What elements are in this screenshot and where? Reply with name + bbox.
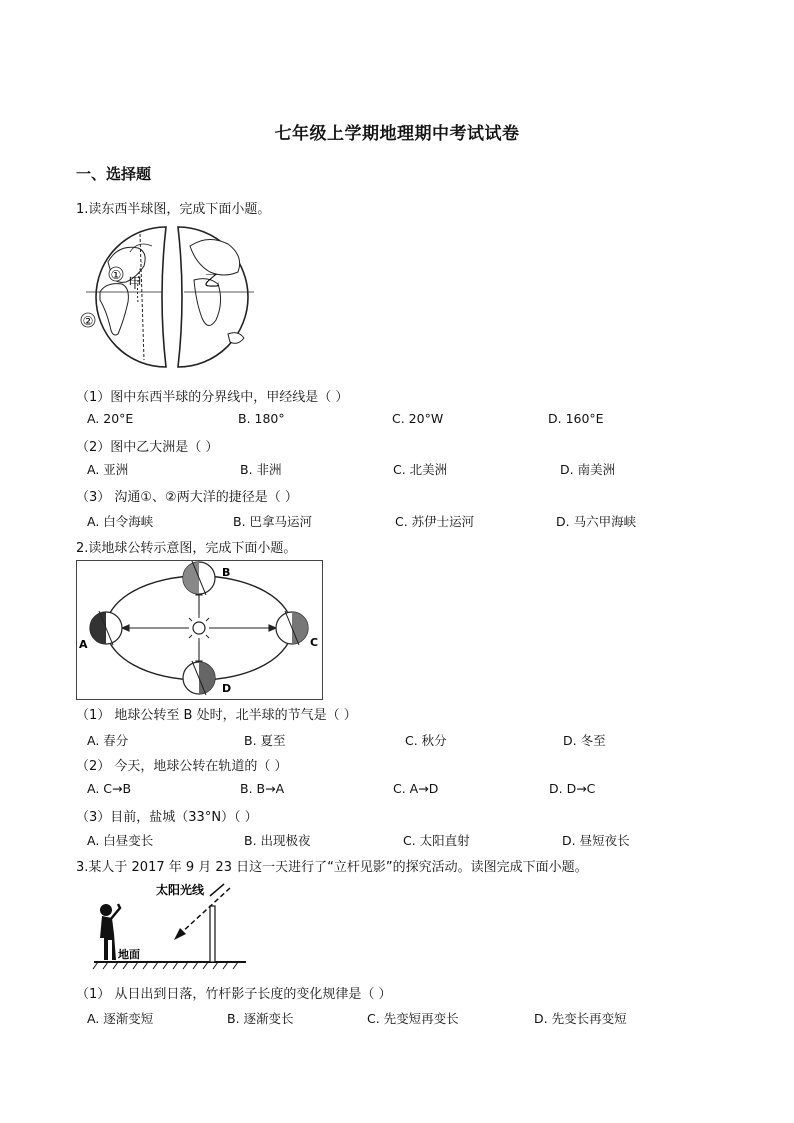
q2-sub1-option-b: B. 夏至 (244, 733, 286, 748)
q3-sub1: （1） 从日出到日落，竹杆影子长度的变化规律是（ ） (76, 987, 392, 1002)
question-2-stem: 2.读地球公转示意图，完成下面小题。 (76, 541, 297, 556)
q3-sub1-option-a: A. 逐渐变短 (87, 1011, 154, 1026)
ocean-2-label: ② (82, 314, 94, 328)
hemispheres-figure (78, 222, 258, 372)
q1-sub3-option-c: C. 苏伊士运河 (395, 514, 475, 529)
q1-sub3-option-b: B. 巴拿马运河 (233, 514, 313, 529)
pole-shadow-figure (90, 878, 250, 970)
ground-label: 地面 (118, 948, 140, 961)
q1-sub1-option-c: C. 20°W (392, 411, 444, 426)
ground-hatching (93, 962, 238, 969)
q2-sub3: （3）目前，盐城（33°N）（ ） (76, 810, 258, 825)
q1-sub2-option-c: C. 北美洲 (393, 462, 448, 477)
earth-position-b (183, 561, 215, 595)
q3-sub1-option-d: D. 先变长再变短 (534, 1011, 627, 1026)
position-d-label: D (222, 682, 232, 695)
q1-sub3-option-d: D. 马六甲海峡 (556, 514, 637, 529)
q1-sub3-option-a: A. 白令海峡 (87, 514, 154, 529)
q1-sub1-option-a: A. 20°E (87, 411, 134, 426)
continent-yi-label: 乙 (204, 271, 221, 290)
q2-sub2-option-a: A. C→B (87, 781, 132, 796)
q2-sub1: （1） 地球公转至 B 处时，北半球的节气是（ ） (76, 708, 357, 723)
section-heading: 一、选择题 (76, 165, 152, 183)
earth-orbit-figure (76, 560, 323, 700)
observer-figure (100, 904, 120, 960)
q2-sub2: （2） 今天，地球公转在轨道的（ ） (76, 759, 288, 774)
q2-sub2-option-d: D. D→C (549, 781, 596, 796)
q2-sub3-option-c: C. 太阳直射 (403, 833, 470, 848)
question-3-stem: 3.某人于 2017 年 9 月 23 日这一天进行了“立杆见影”的探究活动。读图完成下面小题。 (76, 860, 588, 875)
q2-sub1-option-d: D. 冬至 (563, 733, 606, 748)
q2-sub3-option-a: A. 白昼变长 (87, 833, 154, 848)
meridian-jia-label: 甲 (128, 276, 142, 292)
q1-sub2-option-a: A. 亚洲 (87, 462, 129, 477)
exam-title: 七年级上学期地理期中考试试卷 (274, 124, 520, 144)
sunlight-label: 太阳光线 (156, 883, 205, 897)
q2-sub2-option-b: B. B→A (240, 781, 285, 796)
ocean-1-label: ① (110, 268, 122, 282)
q1-sub2-option-d: D. 南美洲 (560, 462, 616, 477)
sunlight-arrowhead (174, 928, 186, 940)
earth-position-d (183, 661, 215, 695)
q2-sub1-option-a: A. 春分 (87, 733, 129, 748)
q1-sub3: （3） 沟通①、②两大洋的捷径是（ ） (76, 490, 298, 505)
q3-sub1-option-b: B. 逐渐变长 (227, 1011, 294, 1026)
sun-icon (193, 622, 205, 634)
q2-sub2-option-c: C. A→D (393, 781, 439, 796)
q3-sub1-option-c: C. 先变短再变长 (367, 1011, 459, 1026)
q1-sub1-option-b: B. 180° (238, 411, 285, 426)
earth-position-a (90, 611, 122, 645)
q2-sub3-option-b: B. 出现极夜 (244, 833, 311, 848)
position-a-label: A (79, 638, 88, 651)
position-c-label: C (310, 636, 319, 649)
earth-position-c (276, 611, 308, 645)
eastern-hemisphere (178, 227, 254, 367)
q1-sub2-option-b: B. 非洲 (240, 462, 282, 477)
question-1-stem: 1.读东西半球图，完成下面小题。 (76, 202, 271, 217)
q1-sub2: （2）图中乙大洲是（ ） (76, 440, 219, 455)
q1-sub1: （1）图中东西半球的分界线中，甲经线是（ ） (76, 390, 349, 405)
position-b-label: B (222, 566, 231, 579)
q2-sub1-option-c: C. 秋分 (405, 733, 447, 748)
bamboo-pole (210, 906, 215, 962)
q2-sub3-option-d: D. 昼短夜长 (562, 833, 630, 848)
q1-sub1-option-d: D. 160°E (548, 411, 604, 426)
western-hemisphere (86, 227, 166, 367)
